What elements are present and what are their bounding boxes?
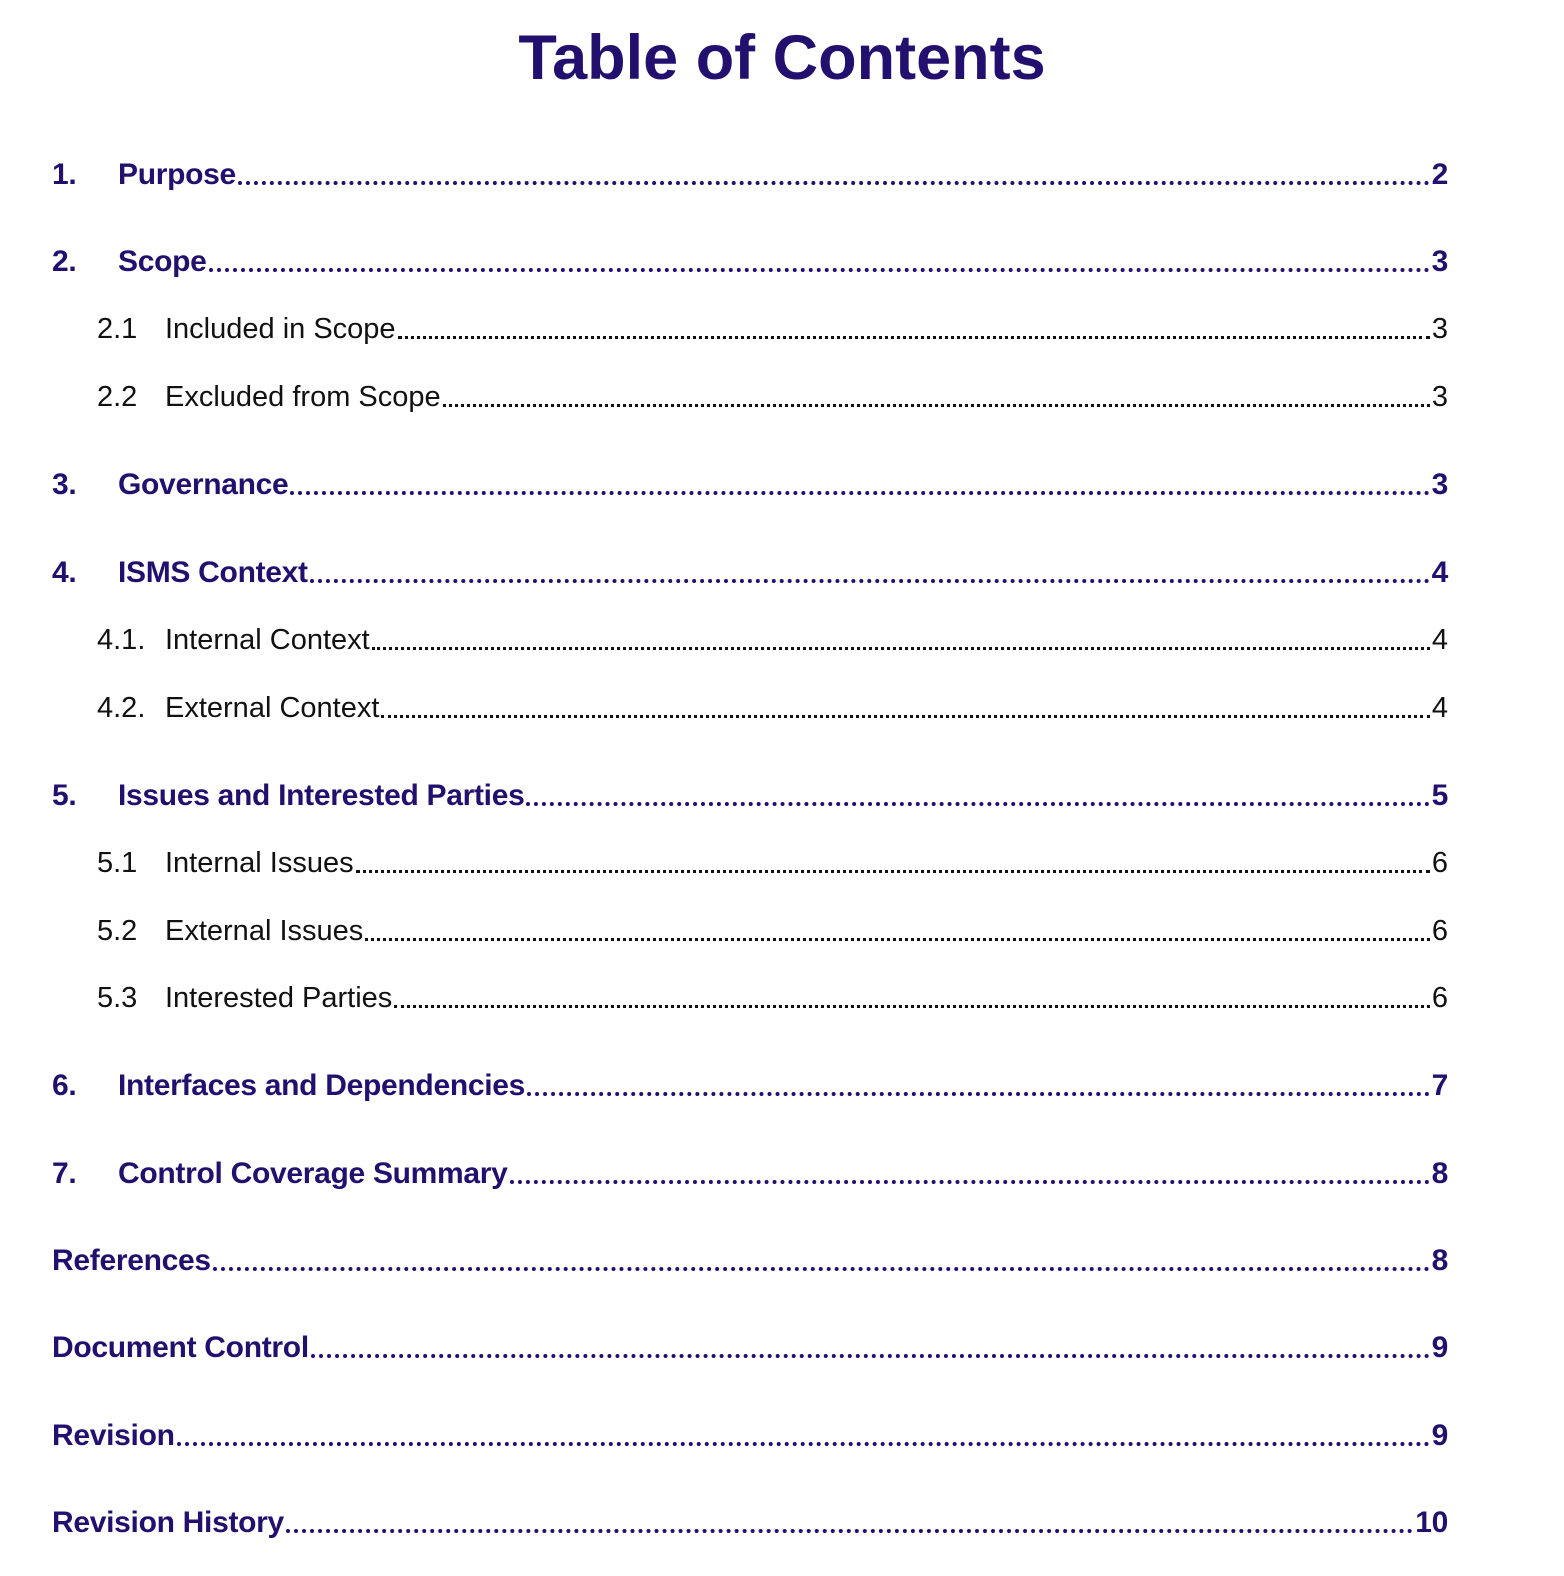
toc-entry-number: 2.1	[97, 313, 138, 345]
toc-entry-number: 4.1.	[97, 624, 146, 656]
toc-entry-number: 2.	[52, 245, 77, 278]
dot-leader	[290, 467, 1429, 503]
toc-entry-label: Interfaces and Dependencies	[118, 1069, 526, 1102]
toc-entry-label: Excluded from Scope	[165, 381, 441, 413]
toc-entry-number: 1.	[52, 158, 77, 191]
dot-leader	[310, 555, 1430, 591]
toc-entry-page: 4	[1431, 556, 1448, 589]
toc-entry-interested-parties[interactable]	[97, 972, 1448, 1016]
dot-leader	[510, 1156, 1430, 1192]
toc-entry-label: References	[52, 1244, 211, 1277]
toc-entry-label: Internal Context	[165, 624, 370, 656]
toc-entry-page: 9	[1431, 1419, 1448, 1452]
toc-entry-page: 10	[1415, 1506, 1448, 1539]
toc-entry-label: Revision History	[52, 1506, 284, 1539]
dot-leader	[526, 778, 1429, 814]
toc-entry-revision-history[interactable]	[52, 1497, 1448, 1541]
dot-leader	[213, 1243, 1430, 1279]
toc-entry-page: 5	[1431, 779, 1448, 812]
toc-entry-number: 4.	[52, 556, 77, 589]
dot-leader	[356, 845, 1430, 881]
dot-leader	[372, 622, 1430, 658]
dot-leader	[286, 1505, 1413, 1541]
toc-entry-scope[interactable]	[52, 236, 1448, 280]
toc-entry-number: 3.	[52, 468, 77, 501]
dot-leader	[177, 1418, 1430, 1454]
toc-entry-control-coverage-summary[interactable]	[52, 1148, 1448, 1192]
dot-leader	[398, 311, 1430, 347]
toc-entry-label: Internal Issues	[165, 847, 354, 879]
toc-entry-references[interactable]	[52, 1235, 1448, 1279]
toc-entry-number: 5.2	[97, 915, 138, 947]
toc-entry-label: Governance	[118, 468, 289, 501]
toc-entry-number: 2.2	[97, 381, 138, 413]
toc-entry-document-control[interactable]	[52, 1322, 1448, 1366]
toc-entry-revision[interactable]	[52, 1410, 1448, 1454]
dot-leader	[311, 1330, 1430, 1366]
toc-entry-number: 6.	[52, 1069, 77, 1102]
toc-entry-page: 4	[1431, 692, 1448, 724]
toc-entry-number: 5.3	[97, 982, 138, 1014]
toc-entry-page: 6	[1431, 915, 1448, 947]
toc-entry-page: 8	[1431, 1157, 1448, 1190]
dot-leader	[527, 1068, 1430, 1104]
toc-entry-label: Interested Parties	[165, 982, 393, 1014]
toc-entry-label: External Context	[165, 692, 380, 724]
toc-entry-page: 3	[1431, 245, 1448, 278]
toc-entry-label: Control Coverage Summary	[118, 1157, 508, 1190]
toc-entry-label: Document Control	[52, 1331, 309, 1364]
toc-entry-label: Included in Scope	[165, 313, 396, 345]
toc-entry-external-context[interactable]	[97, 682, 1448, 726]
dot-leader	[238, 157, 1430, 193]
toc-entry-page: 3	[1431, 468, 1448, 501]
toc-entry-internal-context[interactable]	[97, 614, 1448, 658]
toc-entry-label: ISMS Context	[118, 556, 308, 589]
toc-entry-number: 4.2.	[97, 692, 146, 724]
toc-entry-label: External Issues	[165, 915, 364, 947]
toc-entry-purpose[interactable]	[52, 149, 1448, 193]
toc-entry-number: 5.1	[97, 847, 138, 879]
dot-leader	[443, 379, 1430, 415]
toc-entry-page: 8	[1431, 1244, 1448, 1277]
dot-leader	[381, 690, 1429, 726]
toc-entry-page: 6	[1431, 982, 1448, 1014]
toc-entry-label: Issues and Interested Parties	[118, 779, 525, 812]
toc-entry-page: 2	[1431, 158, 1448, 191]
toc-entry-page: 4	[1431, 624, 1448, 656]
toc-entry-number: 5.	[52, 779, 77, 812]
toc-entry-number: 7.	[52, 1157, 77, 1190]
toc-entry-page: 6	[1431, 847, 1448, 879]
toc-entry-page: 7	[1431, 1069, 1448, 1102]
toc-title: Table of Contents	[518, 23, 1046, 93]
toc-entry-interfaces-and-dependencies[interactable]	[52, 1060, 1448, 1104]
toc-entry-included-in-scope[interactable]	[97, 303, 1448, 347]
toc-entry-label: Scope	[118, 245, 207, 278]
toc-entry-page: 9	[1431, 1331, 1448, 1364]
dot-leader	[209, 244, 1430, 280]
toc-entry-label: Revision	[52, 1419, 175, 1452]
toc-entry-label: Purpose	[118, 158, 236, 191]
dot-leader	[394, 980, 1430, 1016]
dot-leader	[365, 913, 1430, 949]
toc-entry-isms-context[interactable]	[52, 547, 1448, 591]
toc-entry-issues-and-interested-parties[interactable]	[52, 770, 1448, 814]
toc-entry-governance[interactable]	[52, 459, 1448, 503]
toc-entry-page: 3	[1431, 381, 1448, 413]
toc-entry-excluded-from-scope[interactable]	[97, 371, 1448, 415]
toc-entry-external-issues[interactable]	[97, 905, 1448, 949]
toc-entry-internal-issues[interactable]	[97, 837, 1448, 881]
toc-entry-page: 3	[1431, 313, 1448, 345]
